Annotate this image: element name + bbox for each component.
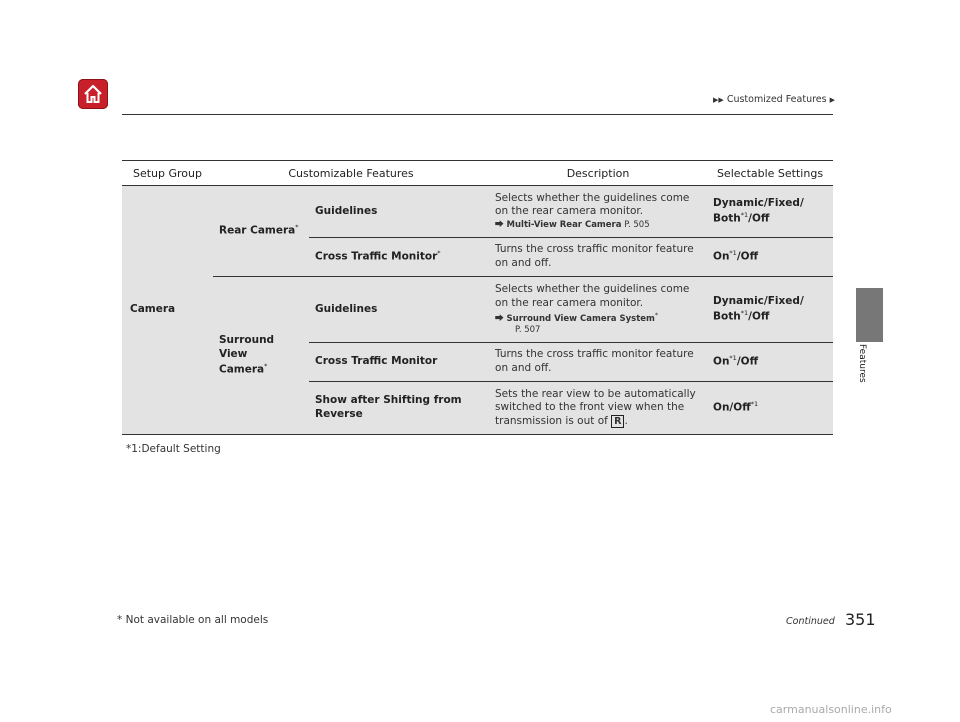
continued-label: Continued [786,616,835,627]
reference-arrow-icon: ⮕ [495,314,504,324]
breadcrumb-arrow-icon: ▶▶ [713,96,724,104]
customized-features-table [122,160,833,435]
settings-cell: On$^{*1}$/Off [707,343,833,382]
reference-arrow-icon: ⮕ [495,220,504,231]
feature-show-after-shifting: Show after Shifting from Reverse [309,382,489,435]
feature-surround-view-camera: Surround View Camera* [213,277,309,435]
description-cell: Turns the cross traffic monitor feature on and off. [489,238,707,277]
table-header-row [122,161,833,186]
settings-cell: On$^{*1}$/Off [707,238,833,277]
header-description: Description [489,161,707,186]
setup-group-camera: Camera [122,186,213,435]
home-button[interactable] [78,79,108,109]
description-cell: Turns the cross traffic monitor feature on and off. [489,343,707,382]
settings-cell: On/Off$^{*1}$ [707,382,833,435]
default-setting-footnote: *1:Default Setting [126,443,221,455]
reverse-gear-key: R [611,415,624,428]
table-row [122,186,833,238]
header-customizable-features: Customizable Features [213,161,489,186]
breadcrumb[interactable] [713,94,835,105]
feature-rear-camera: Rear Camera* [213,186,309,277]
feature-guidelines: Guidelines [309,186,489,238]
section-tab[interactable] [856,288,883,342]
home-icon [82,83,104,105]
section-tab-label: Features [857,344,867,383]
feature-guidelines: Guidelines [309,277,489,343]
settings-cell: Dynamic/Fixed/ Both$^{*1}$/Off [707,186,833,238]
settings-cell: Dynamic/Fixed/ Both$^{*1}$/Off [707,277,833,343]
page-number: 351 [845,610,876,629]
availability-note: * Not available on all models [117,614,269,626]
table-row [122,277,833,343]
description-cell: Sets the rear view to be automatically switched to the front view when the transmission is out of R . [489,382,707,435]
breadcrumb-arrow-icon: ▶ [829,96,835,104]
header-setup-group: Setup Group [122,161,213,186]
watermark: carmanualsonline.info [770,703,892,716]
feature-cross-traffic-monitor: Cross Traffic Monitor* [309,238,489,277]
header-selectable-settings: Selectable Settings [707,161,833,186]
feature-cross-traffic-monitor: Cross Traffic Monitor [309,343,489,382]
header-rule [122,114,833,115]
description-cell: Selects whether the guidelines come on the rear camera monitor. ⮕ Surround View Camera System* P. 507 [489,277,707,343]
page-reference-link[interactable]: ⮕ Surround View Camera System* P. 507 [495,311,659,336]
page-reference-link[interactable]: ⮕ Multi-View Rear Camera P. 505 [495,220,650,231]
description-cell: Selects whether the guidelines come on the rear camera monitor. ⮕ Multi-View Rear Camera P. 505 [489,186,707,238]
breadcrumb-label: Customized Features [726,94,827,105]
